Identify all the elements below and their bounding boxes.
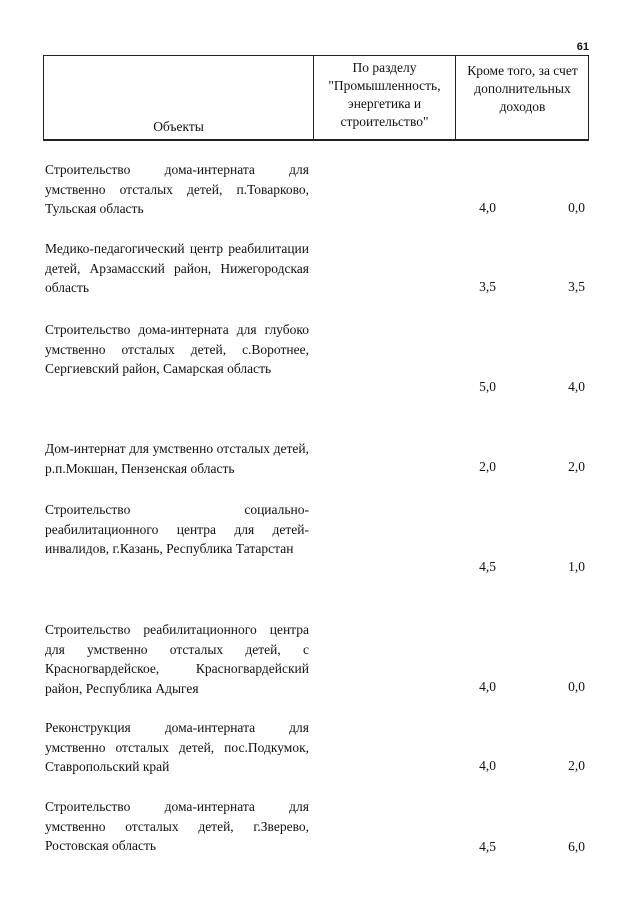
section-value: 4,5 xyxy=(479,559,496,574)
extra-value: 3,5 xyxy=(568,279,585,294)
header-objects-label: Объекты xyxy=(153,119,204,134)
table-header xyxy=(43,55,589,141)
page-number: 61 xyxy=(576,41,589,53)
extra-value: 4,0 xyxy=(568,379,585,394)
section-value: 5,0 xyxy=(479,379,496,394)
object-name: Строительство дома-интерната для умственно отсталых детей, п.Товарково, Тульская область xyxy=(45,162,309,217)
extra-value: 2,0 xyxy=(568,459,585,474)
object-name: Строительство реабилитационного центра для умственно отсталых детей, с Красногвардейское, Красногвардейский район, Республика Адыгея xyxy=(45,622,309,696)
header-extra xyxy=(456,56,589,139)
object-name: Медико-педагогический центр реабилитации детей, Арзамасский район, Нижегородская область xyxy=(45,241,309,296)
object-name: Дом-интернат для умственно отсталых детей, р.п.Мокшан, Пензенская область xyxy=(45,441,309,476)
header-section-label: По разделу "Промышленность, энергетика и строительство" xyxy=(328,60,441,129)
section-value: 2,0 xyxy=(479,459,496,474)
object-name: Строительство дома-интерната для глубоко умственно отсталых детей, с.Воротнее, Сергиевский район, Самарская область xyxy=(45,322,309,377)
object-name: Строительство социально-реабилитационного центра для детей-инвалидов, г.Казань, Республика Татарстан xyxy=(45,502,309,557)
section-value: 4,0 xyxy=(479,200,496,215)
object-name: Реконструкция дома-интерната для умственно отсталых детей, пос.Подкумок, Ставропольский край xyxy=(45,720,309,775)
extra-value: 1,0 xyxy=(568,559,585,574)
extra-value: 2,0 xyxy=(568,758,585,773)
section-value: 4,0 xyxy=(479,679,496,694)
section-value: 3,5 xyxy=(479,279,496,294)
extra-value: 0,0 xyxy=(568,679,585,694)
section-value: 4,0 xyxy=(479,758,496,773)
extra-value: 6,0 xyxy=(568,839,585,854)
header-objects xyxy=(44,56,314,139)
section-value: 4,5 xyxy=(479,839,496,854)
header-section xyxy=(314,56,456,139)
object-name: Строительство дома-интерната для умственно отсталых детей, г.Зверево, Ростовская область xyxy=(45,799,309,854)
extra-value: 0,0 xyxy=(568,200,585,215)
header-extra-label: Кроме того, за счет дополнительных доходов xyxy=(467,63,578,114)
